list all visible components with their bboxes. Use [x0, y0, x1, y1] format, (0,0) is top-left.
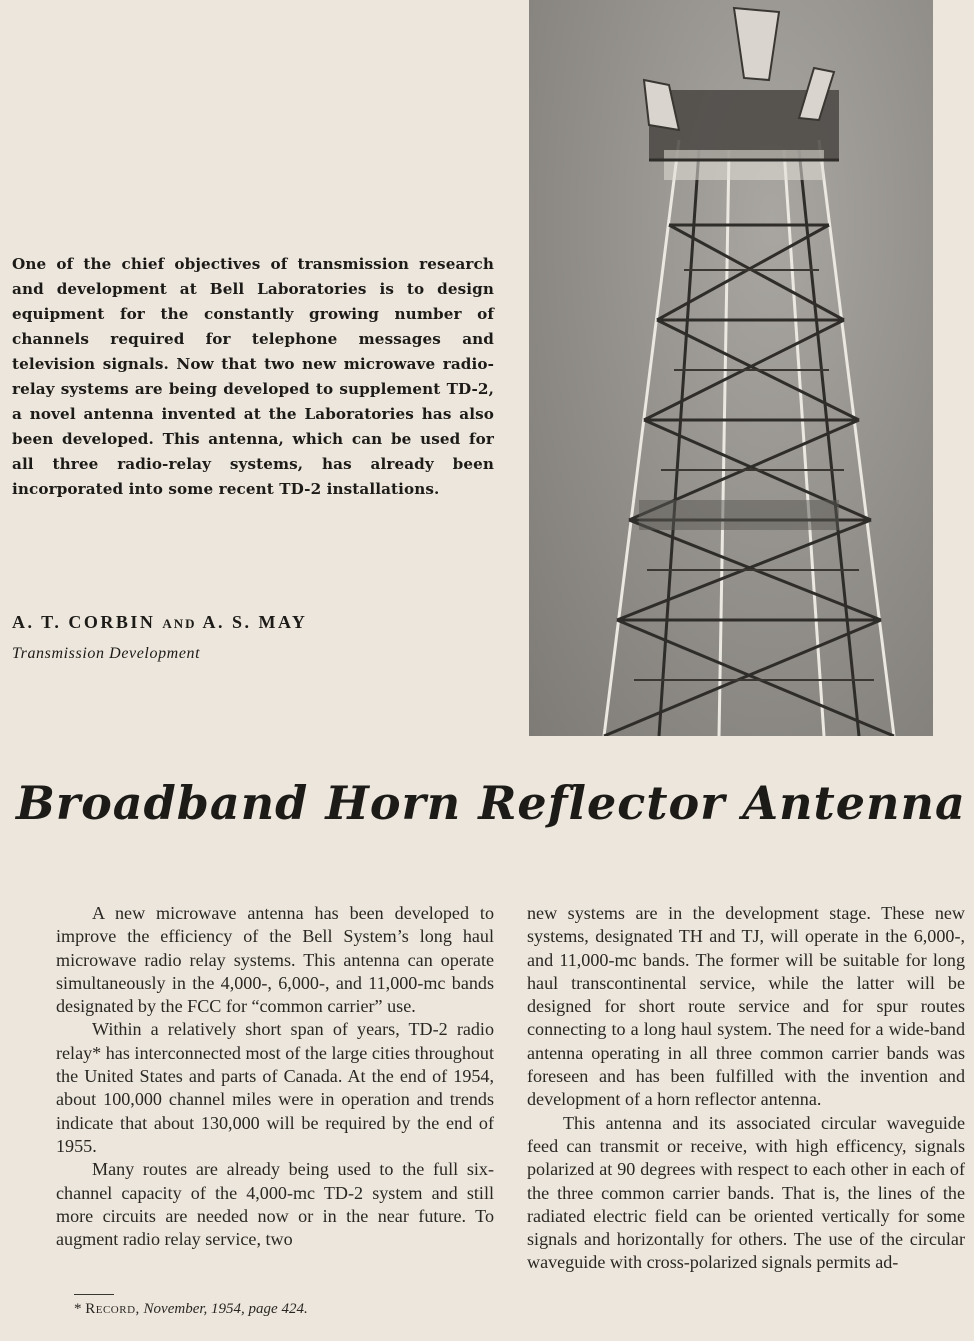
paragraph: Many routes are already being used to the full six-channel capacity of the 4,000-mc TD-2 system and still more circuits are needed now or in the near future. To augment radio relay service, two [56, 1159, 494, 1250]
author-conjunction: AND [162, 616, 197, 631]
footnote-rule [74, 1294, 114, 1295]
body-column-right [527, 902, 965, 1275]
author-department: Transmission Development [12, 645, 201, 662]
author-second: A. S. MAY [202, 612, 308, 632]
tower-illustration [529, 0, 933, 736]
abstract-text: One of the chief objectives of transmission research and development at Bell Laboratories is to design equipment for the constantly growing number of channels required for telephone messages and television signals. Now that two new microwave radio-relay systems are being developed to supplement TD-2, a novel antenna invented at the Laboratories has also been developed. This antenna, which can be used for all three radio-relay systems, has already been incorporated into some recent TD-2 installations. [12, 255, 494, 498]
footnote-date: November, 1954, [143, 1301, 245, 1317]
author-line [12, 612, 307, 633]
paragraph: Within a relatively short span of years, TD-2 radio relay* has interconnected most of the large cities throughout the United States and parts of Canada. At the end of 1954, about 100,000 channel miles were in operation and trends indicate that about 130,000 will be required by the end of 1955. [56, 1019, 494, 1156]
tower-photograph [529, 0, 933, 736]
article-title: Broadband Horn Reflector Antenna [16, 776, 966, 830]
paragraph: This antenna and its associated circular waveguide feed can transmit or receive, with high efficency, signals polarized at 90 degrees with respect to each other in each of the three common carrier bands. That is, the lines of the radiated electric field can be oriented vertically for some signals and horizontally for others. The use of the circular waveguide with cross-polarized signals permits ad- [527, 1112, 965, 1273]
body-column-left [56, 902, 494, 1251]
footnote-page: page 424. [248, 1301, 308, 1317]
author-first: A. T. CORBIN [12, 612, 156, 632]
footnote [74, 1301, 308, 1318]
footnote-source: Record, [85, 1301, 140, 1317]
footnote-mark: * [74, 1301, 82, 1317]
paragraph: A new microwave antenna has been developed to improve the efficiency of the Bell System’s long haul microwave radio relay systems. This antenna can operate simultaneously in the 4,000-, 6,000-, and 11,000-mc bands designated by the FCC for “common carrier” use. [56, 903, 494, 1017]
paragraph: new systems are in the development stage. These new systems, designated TH and TJ, will operate in the 6,000-, and 11,000-mc bands. The former will be suitable for long haul transcontinental service, while the latter will be designed for short route service and for spur routes connecting to a long haul system. The need for a wide-band antenna operating in all three common carrier bands was foreseen and has been fulfilled with the invention and development of a horn reflector antenna. [527, 903, 965, 1110]
